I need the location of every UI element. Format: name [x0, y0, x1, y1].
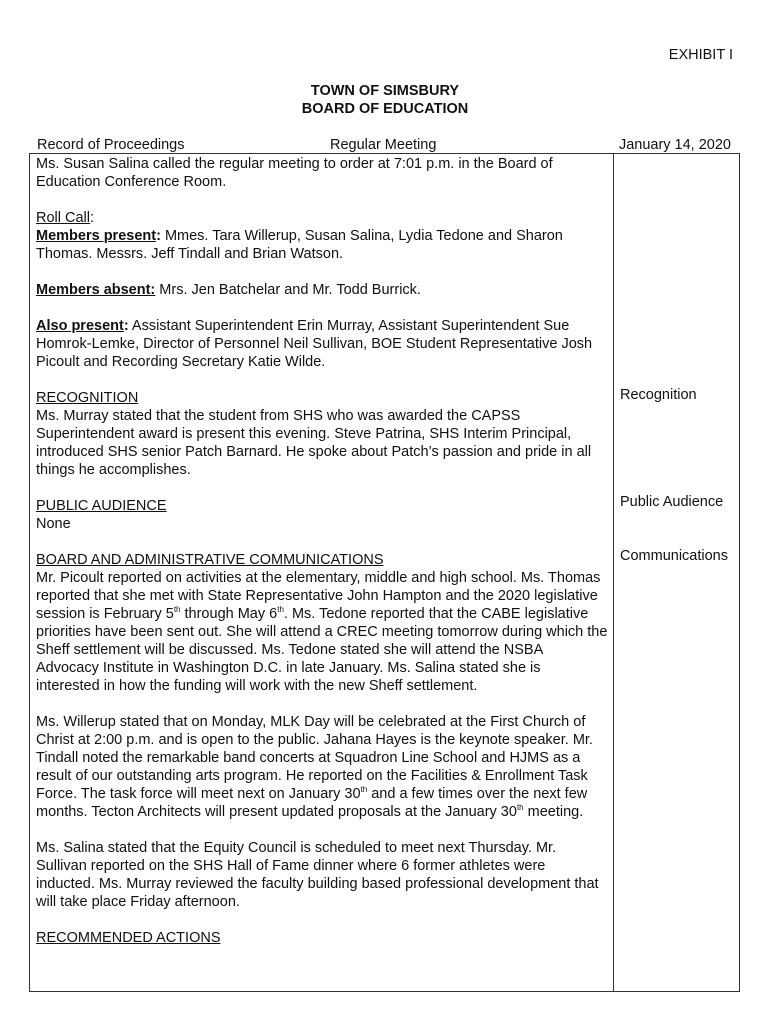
communications-p1-sup-1: th	[173, 605, 181, 615]
communications-p2-sup-2: th	[516, 803, 524, 813]
communications-p2-part-b: and a few times over the next few months. Tecton Architects will present updated proposals at the January 30	[36, 786, 588, 820]
roll-call-label: Roll Call	[36, 210, 90, 226]
members-absent-label: Members absent:	[36, 282, 156, 298]
also-present	[36, 317, 608, 371]
members-present-text: Mmes. Tara Willerup, Susan Salina, Lydia Tedone and Sharon Thomas. Messrs. Jeff Tindall and Brian Watson.	[36, 228, 563, 262]
public-audience-heading: PUBLIC AUDIENCE	[36, 498, 167, 514]
communications-p1-part-a: Mr. Picoult reported on activities at the elementary, middle and high school. Ms. Thomas reported that she met with State Representative John Hampton and the 2020 legislative session is February 5	[36, 570, 601, 622]
column-divider	[613, 153, 614, 992]
header-meeting-type: Regular Meeting	[330, 137, 437, 153]
town-title: TOWN OF SIMSBURY	[310, 83, 460, 99]
members-present	[36, 227, 608, 263]
header-record: Record of Proceedings	[37, 137, 185, 153]
roll-call-colon: :	[90, 210, 95, 226]
members-present-label: Members present	[36, 228, 157, 244]
sidebar-communications: Communications	[620, 548, 728, 564]
members-absent-text: Mrs. Jen Batchelar and Mr. Todd Burrick.	[155, 282, 421, 298]
communications-p1-part-b: through May 6	[180, 606, 278, 622]
also-present-label: Also present	[36, 318, 124, 334]
communications-heading: BOARD AND ADMINISTRATIVE COMMUNICATIONS	[36, 552, 384, 568]
recognition-text: Ms. Murray stated that the student from SHS who was awarded the CAPSS Superintendent award is present this evening. Steve Patrina, SHS Interim Principal, introduced SHS senior Patch Barnard. He spoke about Patch’s passion and pride in all things he accomplishes.	[36, 408, 592, 478]
public-audience-text: None	[36, 516, 71, 532]
communications-p1-sup-2: th	[277, 605, 284, 615]
minutes-body	[36, 155, 608, 947]
communications-paragraph-3: Ms. Salina stated that the Equity Council is scheduled to meet next Thursday. Mr. Sullivan reported on the SHS Hall of Fame dinner where 6 former athletes were inducted. Ms. Murray reviewed the faculty building based professional development that will take place Friday afternoon.	[36, 840, 599, 910]
exhibit-label: EXHIBIT I	[668, 47, 733, 63]
sidebar-public-audience: Public Audience	[620, 494, 724, 510]
board-title: BOARD OF EDUCATION	[301, 101, 469, 117]
also-present-colon: :	[123, 318, 129, 334]
members-present-colon: :	[156, 228, 161, 244]
communications-p2-part-a: Ms. Willerup stated that on Monday, MLK Day will be celebrated at the First Church of Christ at 2:00 p.m. and is open to the public. Jahana Hayes is the keynote speaker. Mr. Tindall noted the remarkable band concerts at Squadron Line School and HJMS as a result of our outstanding arts program. He reported on the Facilities & Enrollment Task Force. The task force will meet next on January 30	[36, 714, 593, 802]
communications-p2-part-c: meeting.	[523, 804, 584, 820]
roll-call-heading	[36, 209, 608, 227]
sidebar-recognition: Recognition	[620, 387, 697, 403]
communications-p1-part-c: . Ms. Tedone reported that the CABE legislative priorities have been sent out. She will attend a CREC meeting tomorrow during which the Sheff settlement will be discussed. Ms. Tedone stated she will attend the NSBA Advocacy Institute in Washington D.C. in late January. Ms. Salina stated she is interested in how the funding will work with the new Sheff settlement.	[36, 606, 608, 694]
recommended-actions-heading: RECOMMENDED ACTIONS	[36, 930, 221, 946]
opening-paragraph: Ms. Susan Salina called the regular meeting to order at 7:01 p.m. in the Board of Education Conference Room.	[36, 156, 553, 190]
header-date: January 14, 2020	[618, 137, 731, 153]
communications-p2-sup-1: th	[360, 785, 368, 795]
members-absent	[36, 281, 608, 299]
also-present-text: Assistant Superintendent Erin Murray, Assistant Superintendent Sue Homrok-Lemke, Director of Personnel Neil Sullivan, BOE Student Representative Josh Picoult and Recording Secretary Katie Wilde.	[36, 318, 593, 370]
communications-paragraph-1	[36, 569, 608, 695]
communications-paragraph-2	[36, 713, 608, 821]
recognition-heading: RECOGNITION	[36, 390, 139, 406]
